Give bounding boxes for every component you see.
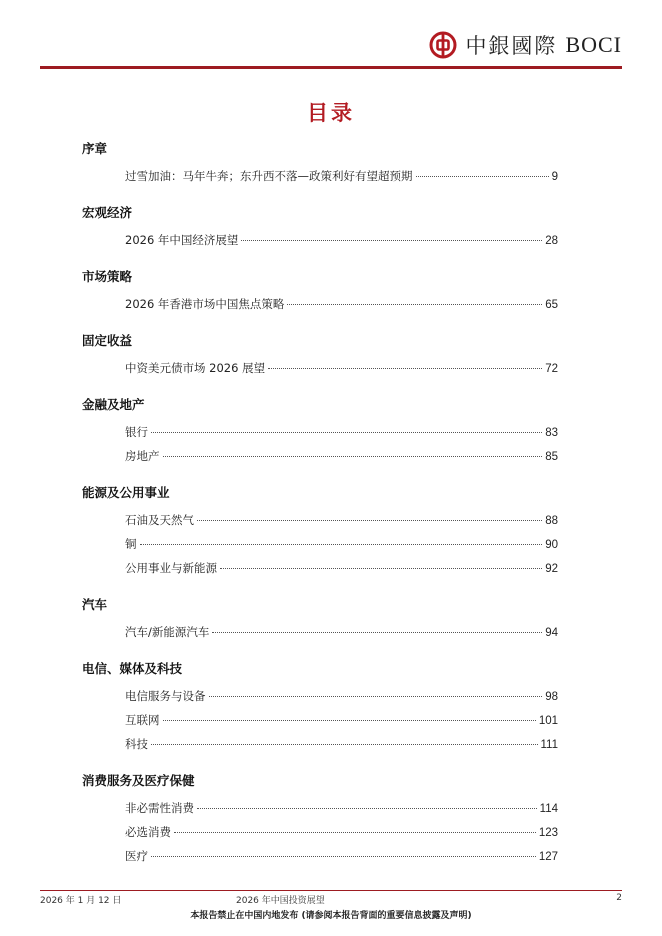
toc-dot-leader	[220, 568, 542, 569]
toc-entry-page: 28	[545, 235, 558, 247]
toc-dot-leader	[151, 432, 542, 433]
toc-entry-page: 83	[545, 427, 558, 439]
toc-section-title: 宏观经济	[82, 205, 133, 220]
toc-section-title: 消费服务及医疗保健	[82, 773, 195, 788]
toc-section-title: 固定收益	[82, 333, 133, 348]
toc-section	[82, 590, 558, 644]
toc-entry[interactable]	[125, 164, 558, 188]
toc-dot-leader	[174, 832, 536, 833]
logo-chinese-text: 中銀國際	[465, 34, 558, 58]
toc-entry-label: 银行	[125, 425, 148, 439]
toc-entry-page: 85	[545, 451, 558, 463]
toc-dot-leader	[197, 520, 542, 521]
toc-dot-leader	[197, 808, 537, 809]
toc-entry-page: 98	[545, 691, 558, 703]
toc-entry-page: 92	[545, 563, 558, 575]
toc-entry-page: 114	[539, 803, 558, 815]
toc-section	[82, 390, 558, 468]
footer-page-number: 2	[616, 893, 622, 903]
toc-entry-page: 65	[545, 299, 558, 311]
page-header	[40, 0, 622, 70]
toc-section	[82, 134, 558, 188]
toc-section-title: 汽车	[82, 597, 108, 612]
toc-entry[interactable]	[125, 796, 558, 820]
toc-dot-leader	[416, 176, 549, 177]
toc-entry-label: 电信服务与设备	[125, 689, 206, 703]
toc-entry-page: 127	[538, 851, 558, 863]
toc-section	[82, 262, 558, 316]
page-footer	[40, 893, 622, 907]
toc-entry[interactable]	[125, 556, 558, 580]
toc-entry-page: 90	[545, 539, 558, 551]
toc-section-title: 金融及地产	[82, 397, 145, 412]
toc-entry[interactable]	[125, 444, 558, 468]
toc-dot-leader	[163, 720, 536, 721]
toc-dot-leader	[151, 856, 536, 857]
toc-entry[interactable]	[125, 844, 558, 868]
toc-entry-page: 111	[540, 739, 558, 751]
toc-entry[interactable]	[125, 292, 558, 316]
toc-dot-leader	[151, 744, 538, 745]
toc-entry-label: 石油及天然气	[125, 513, 194, 527]
toc-entry-label: 2026 年香港市场中国焦点策略	[125, 297, 285, 311]
toc-entry-label: 房地产	[125, 449, 160, 463]
toc-section-title: 序章	[82, 141, 108, 156]
footer-divider	[40, 890, 622, 891]
boci-logo	[429, 30, 622, 60]
toc-entry-label: 医疗	[125, 849, 148, 863]
toc-entry-label: 非必需性消费	[125, 801, 194, 815]
toc-entry-page: 88	[545, 515, 558, 527]
toc-entry-label: 2026 年中国经济展望	[125, 233, 239, 247]
toc-entry-page: 72	[545, 363, 558, 375]
footer-disclaimer: 本报告禁止在中国内地发布 (请参阅本报告背面的重要信息披露及声明)	[190, 911, 472, 921]
toc-entry-page: 123	[538, 827, 558, 839]
logo-english-text: BOCI	[565, 32, 622, 57]
toc-entry[interactable]	[125, 820, 558, 844]
toc-entry-label: 过雪加油：马年牛奔；东升西不落—政策利好有望超预期	[125, 169, 413, 183]
toc-section-title: 市场策略	[82, 269, 133, 284]
toc-entry-label: 公用事业与新能源	[125, 561, 217, 575]
footer-date: 2026 年 1 月 12 日	[40, 896, 122, 906]
toc-entry[interactable]	[125, 508, 558, 532]
header-divider	[40, 66, 622, 69]
toc-entry-page: 101	[538, 715, 558, 727]
toc-entry-page: 94	[545, 627, 558, 639]
toc-section	[82, 198, 558, 252]
toc-dot-leader	[163, 456, 543, 457]
toc-dot-leader	[209, 696, 543, 697]
toc-entry-label: 互联网	[125, 713, 160, 727]
toc-dot-leader	[241, 240, 542, 241]
boc-logo-icon	[429, 31, 457, 59]
toc-entry-label: 铜	[125, 537, 137, 551]
toc-section	[82, 766, 558, 868]
toc-entry[interactable]	[125, 228, 558, 252]
toc-entry-label: 必选消费	[125, 825, 171, 839]
toc-section	[82, 326, 558, 380]
toc-entry[interactable]	[125, 732, 558, 756]
toc-section	[82, 478, 558, 580]
toc-entry-label: 科技	[125, 737, 148, 751]
toc-dot-leader	[287, 304, 542, 305]
toc-section-title: 电信、媒体及科技	[82, 661, 183, 676]
toc-entry[interactable]	[125, 620, 558, 644]
toc-section	[82, 654, 558, 756]
toc-entry[interactable]	[125, 532, 558, 556]
toc-entry[interactable]	[125, 708, 558, 732]
toc-entry-label: 中资美元债市场 2026 展望	[125, 361, 266, 375]
toc-entry-label: 汽车/新能源汽车	[125, 625, 210, 639]
toc-dot-leader	[212, 632, 542, 633]
toc-section-title: 能源及公用事业	[82, 485, 170, 500]
page-title: 目录	[307, 101, 355, 125]
toc-entry[interactable]	[125, 356, 558, 380]
toc-entry[interactable]	[125, 684, 558, 708]
toc-entry[interactable]	[125, 420, 558, 444]
toc-entry-page: 9	[551, 171, 558, 183]
footer-report-title: 2026 年中国投资展望	[236, 896, 325, 906]
table-of-contents	[82, 134, 558, 878]
toc-dot-leader	[140, 544, 543, 545]
toc-dot-leader	[268, 368, 542, 369]
